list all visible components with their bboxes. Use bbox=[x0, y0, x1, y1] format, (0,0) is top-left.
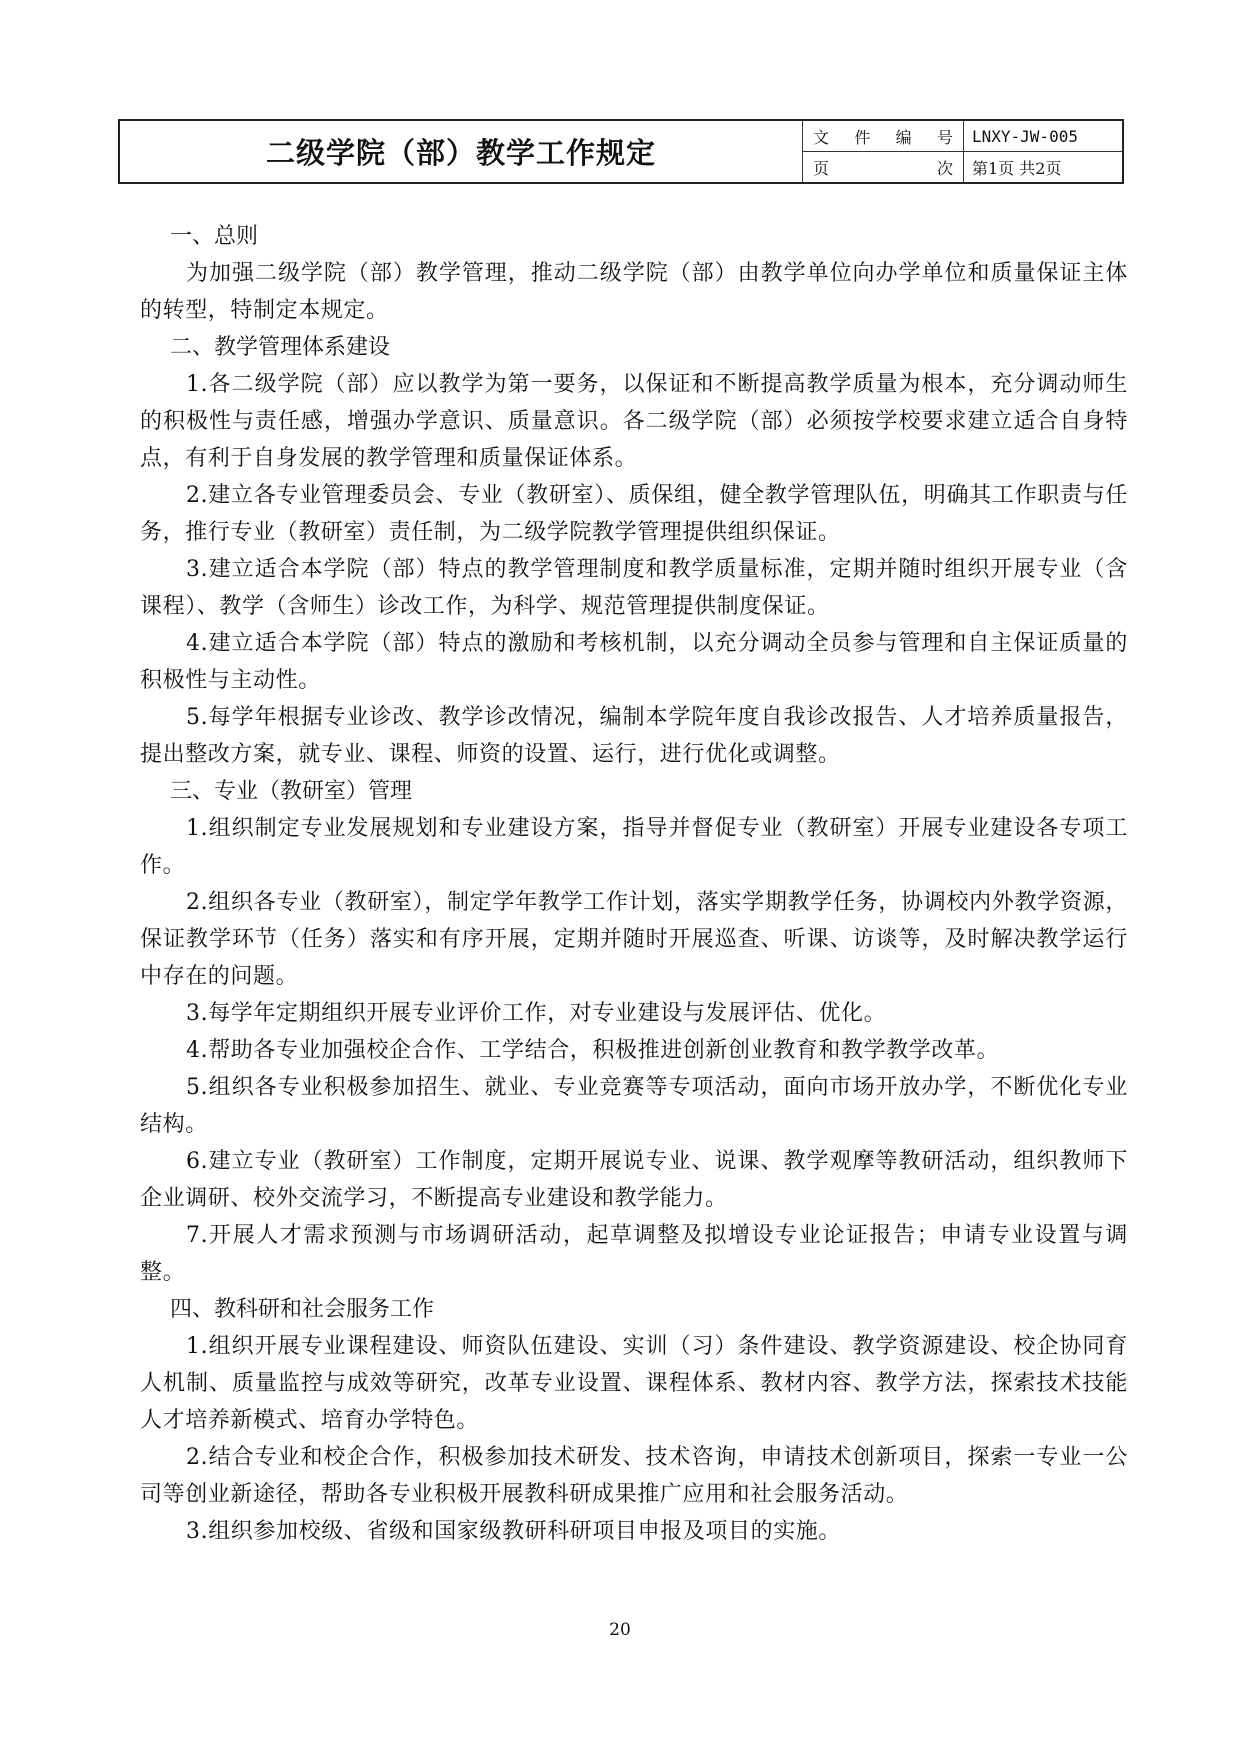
section-heading: 一、总则 bbox=[170, 224, 259, 249]
file-number-value: LNXY-JW-005 bbox=[964, 120, 1124, 152]
section-heading: 四、教科研和社会服务工作 bbox=[170, 1297, 435, 1322]
paragraph: 4.帮助各专业加强校企合作、工学结合，积极推进创新创业教育和教学教学改革。 bbox=[186, 1038, 1000, 1063]
paragraph: 1.各二级学院（部）应以教学为第一要务，以保证和不断提高教学质量为根本，充分调动师生的积极性与责任感，增强办学意识、质量意识。各二级学院（部）必须按学校要求建立适合自身特点，有利于自身发展的教学管理和质量保证体系。 bbox=[140, 372, 1128, 471]
section-heading: 二、教学管理体系建设 bbox=[170, 335, 391, 360]
paragraph: 6.建立专业（教研室）工作制度，定期开展说专业、说课、教学观摩等教研活动，组织教师下企业调研、校外交流学习，不断提高专业建设和教学能力。 bbox=[140, 1149, 1128, 1211]
paragraph: 5.每学年根据专业诊改、教学诊改情况，编制本学院年度自我诊改报告、人才培养质量报告，提出整改方案，就专业、课程、师资的设置、运行，进行优化或调整。 bbox=[140, 705, 1128, 767]
paragraph: 3.每学年定期组织开展专业评价工作，对专业建设与发展评估、优化。 bbox=[186, 1001, 887, 1026]
paragraph: 2.建立各专业管理委员会、专业（教研室）、质保组，健全教学管理队伍，明确其工作职责与任务，推行专业（教研室）责任制，为二级学院教学管理提供组织保证。 bbox=[140, 483, 1128, 545]
paragraph: 3.建立适合本学院（部）特点的教学管理制度和教学质量标准，定期并随时组织开展专业（含课程）、教学（含师生）诊改工作，为科学、规范管理提供制度保证。 bbox=[140, 557, 1128, 619]
file-number-label-char: 文 bbox=[813, 127, 830, 147]
file-number-label bbox=[803, 120, 964, 152]
paragraph: 3.组织参加校级、省级和国家级教研科研项目申报及项目的实施。 bbox=[186, 1519, 841, 1544]
paragraph: 4.建立适合本学院（部）特点的激励和考核机制，以充分调动全员参与管理和自主保证质量的积极性与主动性。 bbox=[140, 631, 1128, 693]
paragraph: 2.结合专业和校企合作，积极参加技术研发、技术咨询，申请技术创新项目，探索一专业一公司等创业新途径，帮助各专业积极开展教科研成果推广应用和社会服务活动。 bbox=[140, 1445, 1128, 1507]
page-label-char: 次 bbox=[936, 158, 953, 178]
paragraph: 7.开展人才需求预测与市场调研活动，起草调整及拟增设专业论证报告；申请专业设置与调整。 bbox=[140, 1223, 1128, 1285]
paragraph: 1.组织开展专业课程建设、师资队伍建设、实训（习）条件建设、教学资源建设、校企协同育人机制、质量监控与成效等研究，改革专业设置、课程体系、教材内容、教学方法，探索技术技能人才培养新模式、培育办学特色。 bbox=[140, 1334, 1128, 1433]
paragraph: 2.组织各专业（教研室），制定学年教学工作计划，落实学期教学任务，协调校内外教学资源，保证教学环节（任务）落实和有序开展，定期并随时开展巡查、听课、访谈等，及时解决教学运行中存在的问题。 bbox=[140, 890, 1128, 989]
paragraph: 1.组织制定专业发展规划和专业建设方案，指导并督促专业（教研室）开展专业建设各专项工作。 bbox=[140, 816, 1128, 878]
document-body bbox=[140, 218, 1128, 1550]
section-heading: 三、专业（教研室）管理 bbox=[170, 779, 413, 804]
paragraph: 为加强二级学院（部）教学管理，推动二级学院（部）由教学单位向办学单位和质量保证主体的转型，特制定本规定。 bbox=[140, 261, 1128, 323]
document-title: 二级学院（部）教学工作规定 bbox=[119, 120, 803, 183]
page-label bbox=[803, 152, 964, 184]
file-number-label-char: 号 bbox=[936, 127, 953, 147]
file-number-label-char: 编 bbox=[895, 127, 912, 147]
page-count-value: 第1页 共2页 bbox=[964, 152, 1124, 184]
page-number: 20 bbox=[609, 1620, 631, 1640]
page-label-char: 页 bbox=[813, 158, 830, 178]
paragraph: 5.组织各专业积极参加招生、就业、专业竞赛等专项活动，面向市场开放办学，不断优化专业结构。 bbox=[140, 1075, 1128, 1137]
document-header-table bbox=[118, 119, 1124, 184]
file-number-label-char: 件 bbox=[854, 127, 871, 147]
